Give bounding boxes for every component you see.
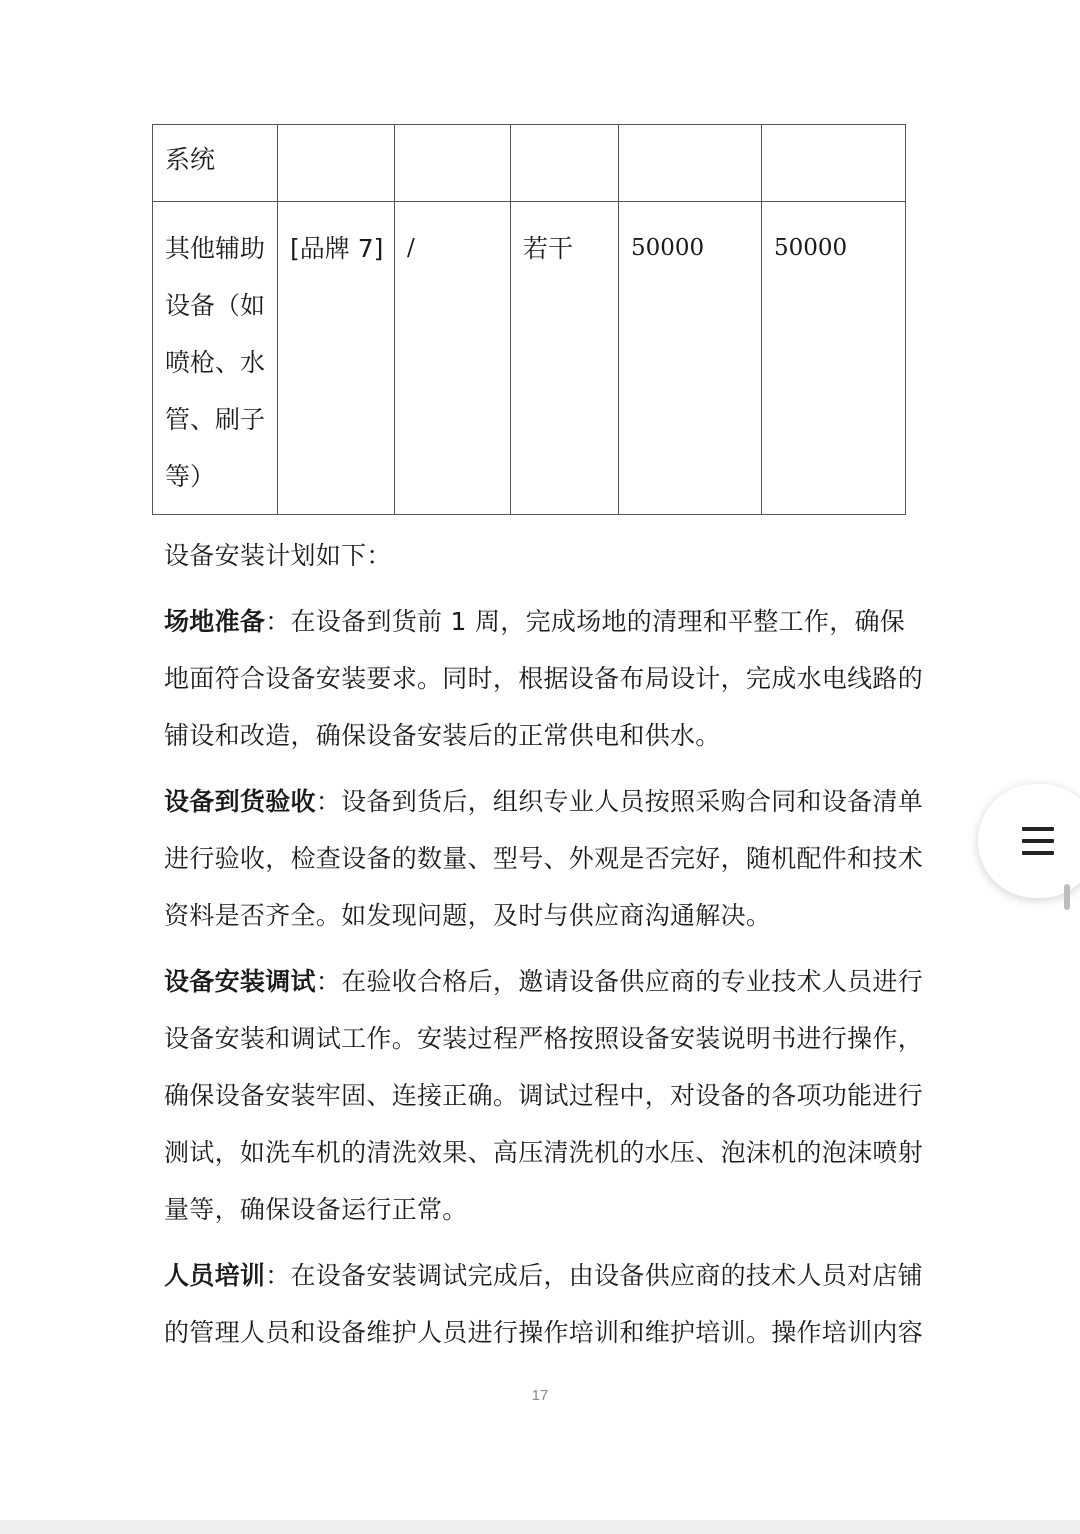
cell-model — [395, 125, 511, 202]
item-line: 设备（如 — [165, 291, 266, 320]
paragraph-line — [164, 953, 924, 1010]
cell-total — [762, 125, 906, 202]
table-row — [153, 125, 906, 202]
paragraph-line — [164, 593, 924, 650]
cell-quantity: 若干 — [511, 202, 619, 515]
cell-model: / — [395, 202, 511, 515]
paragraph-line: 进行验收，检查设备的数量、型号、外观是否完好，随机配件和技术 — [164, 844, 924, 873]
cell-unit-price: 50000 — [619, 202, 762, 515]
paragraph-site-preparation — [164, 593, 924, 764]
floating-menu-button[interactable] — [978, 784, 1080, 898]
scrollbar-thumb[interactable] — [1064, 884, 1070, 910]
install-plan-section — [164, 527, 924, 1370]
paragraph-line: 测试，如洗车机的清洗效果、高压清洗机的水压、泡沫机的泡沫喷射 — [164, 1138, 924, 1167]
paragraph-line: 量等，确保设备运行正常。 — [164, 1195, 468, 1224]
item-line: 其他辅助 — [165, 234, 266, 263]
item-line: 管、刷子 — [165, 405, 266, 434]
paragraph-line: 确保设备安装牢固、连接正确。调试过程中，对设备的各项功能进行 — [164, 1081, 924, 1110]
paragraph-term: 场地准备 — [164, 607, 266, 636]
cell-item — [153, 202, 278, 515]
paragraph-delivery-inspection — [164, 773, 924, 944]
line-text: ：在设备到货前 1 周，完成场地的清理和平整工作，确保 — [265, 607, 906, 636]
paragraph-line: 资料是否齐全。如发现问题，及时与供应商沟通解决。 — [164, 901, 772, 930]
line-text: ：在验收合格后，邀请设备供应商的专业技术人员进行 — [315, 967, 924, 996]
line-text: ：在设备安装调试完成后，由设备供应商的技术人员对店铺 — [265, 1261, 924, 1290]
paragraph-staff-training — [164, 1247, 924, 1361]
paragraph-line: 的管理人员和设备维护人员进行操作培训和维护培训。操作培训内容 — [164, 1318, 924, 1347]
paragraph-line — [164, 1247, 924, 1304]
page-gap — [0, 1520, 1080, 1534]
paragraph-term: 人员培训 — [164, 1261, 266, 1290]
paragraph-line: 设备安装和调试工作。安装过程严格按照设备安装说明书进行操作， — [164, 1024, 924, 1053]
item-line: 喷枪、水 — [165, 348, 266, 377]
paragraph-line: 地面符合设备安装要求。同时，根据设备布局设计，完成水电线路的 — [164, 664, 924, 693]
equipment-table — [152, 124, 906, 515]
item-line: 系统 — [165, 145, 216, 174]
item-line: 等） — [165, 462, 216, 491]
cell-brand: [品牌 7] — [278, 202, 395, 515]
cell-quantity — [511, 125, 619, 202]
line-text: ：设备到货后，组织专业人员按照采购合同和设备清单 — [315, 787, 924, 816]
hamburger-menu-icon — [1022, 827, 1054, 855]
paragraph-line — [164, 773, 924, 830]
cell-total: 50000 — [762, 202, 906, 515]
page-number: 17 — [531, 1387, 549, 1404]
cell-unit-price — [619, 125, 762, 202]
section-intro: 设备安装计划如下： — [164, 541, 392, 570]
paragraph-term: 设备安装调试 — [164, 967, 316, 996]
cell-brand — [278, 125, 395, 202]
table-row — [153, 202, 906, 515]
paragraph-term: 设备到货验收 — [164, 787, 316, 816]
cell-item — [153, 125, 278, 202]
paragraph-installation-commissioning — [164, 953, 924, 1238]
paragraph-line: 铺设和改造，确保设备安装后的正常供电和供水。 — [164, 721, 721, 750]
